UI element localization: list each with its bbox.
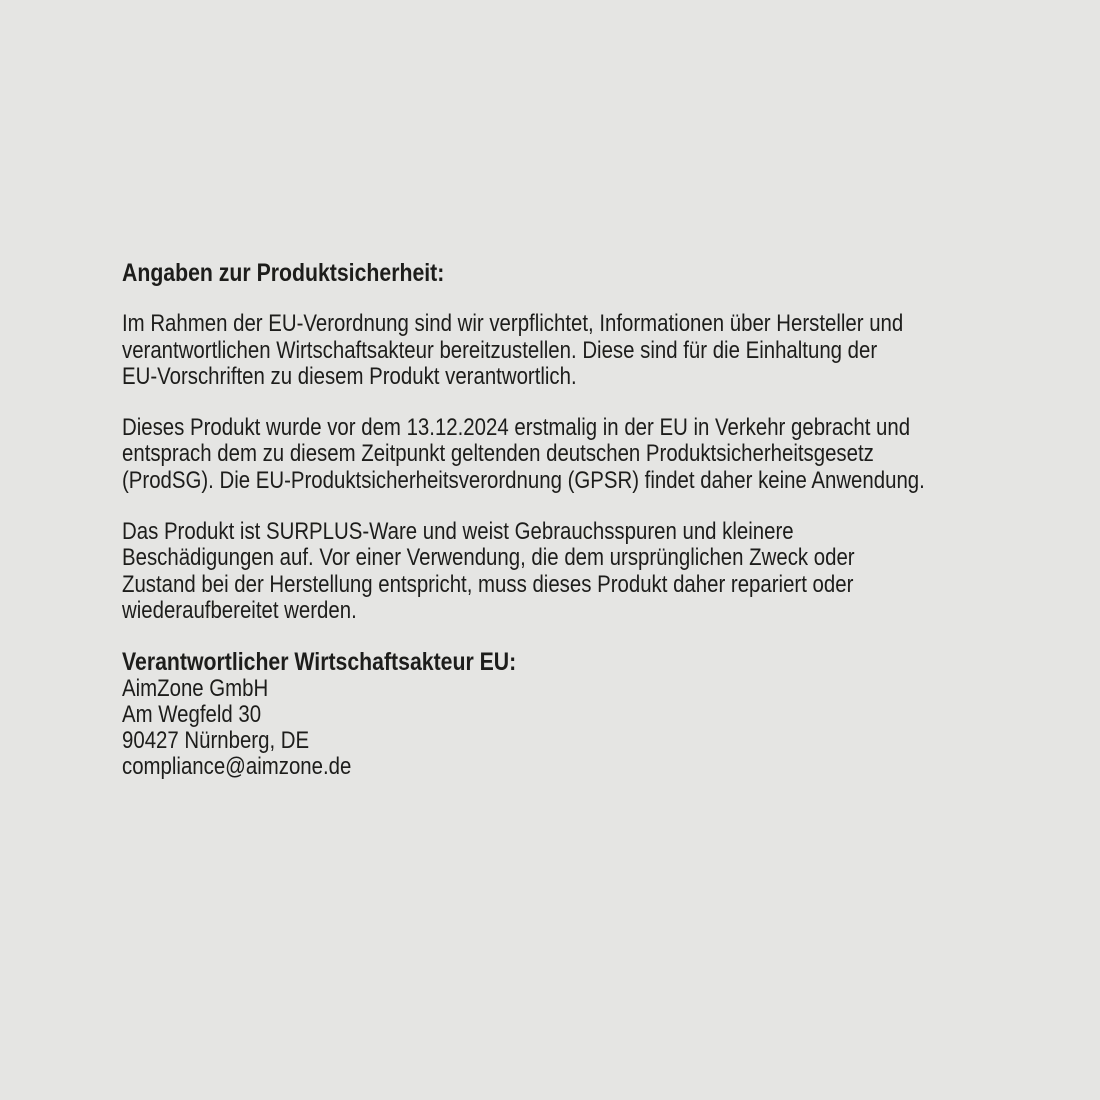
city-address: 90427 Nürnberg, DE bbox=[122, 727, 310, 755]
compliance-email: compliance@aimzone.de bbox=[122, 753, 352, 781]
text-line: Im Rahmen der EU-Verordnung sind wir verpflichtet, Informationen über Hersteller und bbox=[122, 310, 904, 338]
text-line: Zustand bei der Herstellung entspricht, muss dieses Produkt daher repariert oder bbox=[122, 570, 854, 598]
notice-heading: Angaben zur Produktsicherheit: bbox=[122, 259, 445, 287]
text-line: Das Produkt ist SURPLUS-Ware und weist Gebrauchsspuren und kleinere bbox=[122, 518, 794, 546]
text-line: entsprach dem zu diesem Zeitpunkt geltenden deutschen Produktsicherheitsgesetz bbox=[122, 440, 874, 468]
street-address: Am Wegfeld 30 bbox=[122, 700, 262, 728]
paragraph-market-placement bbox=[122, 415, 989, 494]
paragraph-surplus-condition bbox=[122, 519, 989, 624]
text-line: Beschädigungen auf. Vor einer Verwendung, die dem ursprünglichen Zweck oder bbox=[122, 544, 855, 572]
paragraph-eu-regulation bbox=[122, 311, 989, 390]
text-line: (ProdSG). Die EU-Produktsicherheitsverordnung (GPSR) findet daher keine Anwendung. bbox=[122, 466, 925, 494]
text-line: wiederaufbereitet werden. bbox=[122, 596, 357, 624]
responsible-party-heading: Verantwortlicher Wirtschaftsakteur EU: bbox=[122, 648, 517, 677]
text-line: Dieses Produkt wurde vor dem 13.12.2024 erstmalig in der EU in Verkehr gebracht und bbox=[122, 414, 911, 442]
product-safety-notice bbox=[122, 260, 989, 781]
responsible-party-address bbox=[122, 676, 989, 781]
company-name: AimZone GmbH bbox=[122, 674, 269, 702]
text-line: verantwortlichen Wirtschaftsakteur bereitzustellen. Diese sind für die Einhaltung der bbox=[122, 336, 878, 364]
text-line: EU-Vorschriften zu diesem Produkt verantwortlich. bbox=[122, 362, 577, 390]
